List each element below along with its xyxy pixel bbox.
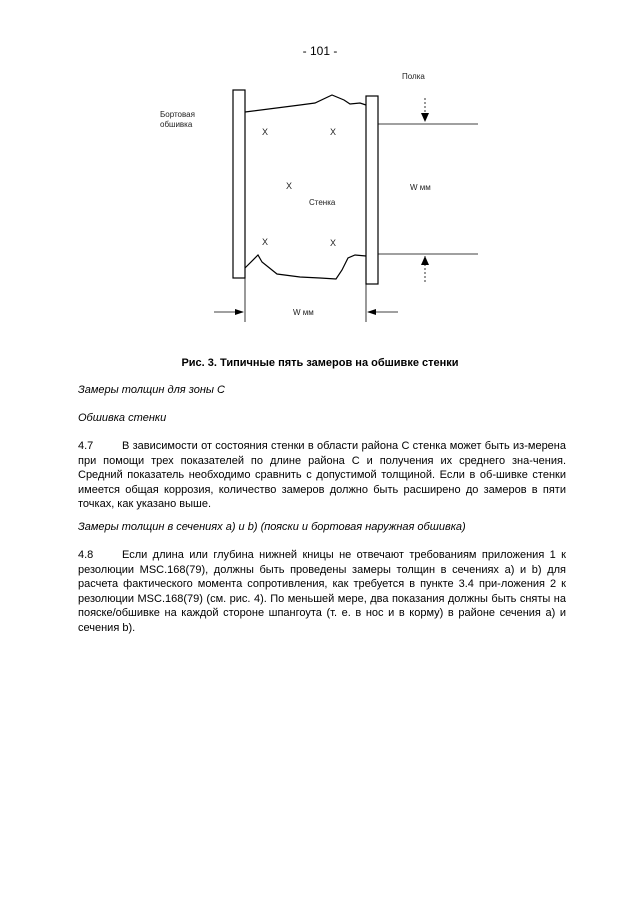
w-vertical-label: W мм bbox=[410, 183, 431, 192]
side-shell-plate bbox=[233, 90, 245, 278]
figure-caption: Рис. 3. Типичные пять замеров на обшивке стенки bbox=[181, 357, 459, 369]
page-number: - 101 - bbox=[302, 44, 338, 58]
bottom-arrow bbox=[421, 256, 429, 265]
paragraph-text: Если длина или глубина нижней кницы не отвечают требованиям приложения 1 к резолюции MSC.168(79), должны быть проведены замеры толщин в сечениях a) и b) для расчета фактического момента сопротивления, как требуется в пункте 3.4 при-ложения 2 к резолюции MSC.168(79) (см. рис. 4). По меньшей мере, два показания должны быть сняты на пояске/обшивке на каждой стороне шпангоута (т. е. в нос и в корму) в районе сечения a) и сечения b). bbox=[78, 549, 566, 634]
paragraph-text: В зависимости от состояния стенки в области района C стенка может быть из-мерена при помощи трех показателей по длине района C и получения их среднего зна-чения. Средний показатель необходимо сравнить с допустимой толщиной. Если в об-шивке стенки имеется общая коррозия, количество замеров должно быть расширено до замеров в пяти точках, как указано выше. bbox=[78, 440, 566, 510]
left-arrow bbox=[235, 309, 244, 315]
web-label: Стенка bbox=[309, 198, 336, 207]
section-heading-sections-a-b: Замеры толщин в сечениях a) и b) (пояски и бортовая наружная обшивка) bbox=[78, 521, 466, 533]
flange-plate bbox=[366, 96, 378, 284]
section-heading: Замеры толщин для зоны C bbox=[78, 384, 225, 396]
web-outline-bottom bbox=[245, 255, 366, 279]
paragraph-number: 4.8 bbox=[78, 549, 94, 561]
section-subheading: Обшивка стенки bbox=[78, 412, 167, 424]
measurement-mark: X bbox=[262, 237, 269, 247]
web-plating-diagram bbox=[0, 0, 640, 350]
side-shell-label-line1: Бортовая bbox=[160, 110, 195, 119]
web-outline-top bbox=[245, 95, 366, 112]
paragraph-number: 4.7 bbox=[78, 440, 94, 452]
paragraph-4-8 bbox=[78, 548, 566, 635]
right-arrow bbox=[367, 309, 376, 315]
side-shell-label-line2: обшивка bbox=[160, 120, 193, 129]
paragraph-4-7 bbox=[78, 439, 566, 512]
measurement-mark: X bbox=[286, 181, 293, 191]
measurement-mark: X bbox=[262, 127, 269, 137]
top-arrow bbox=[421, 113, 429, 122]
measurement-mark: X bbox=[330, 127, 337, 137]
measurement-mark: X bbox=[330, 238, 337, 248]
w-horizontal-label: W мм bbox=[293, 308, 314, 317]
flange-label: Полка bbox=[402, 72, 425, 81]
